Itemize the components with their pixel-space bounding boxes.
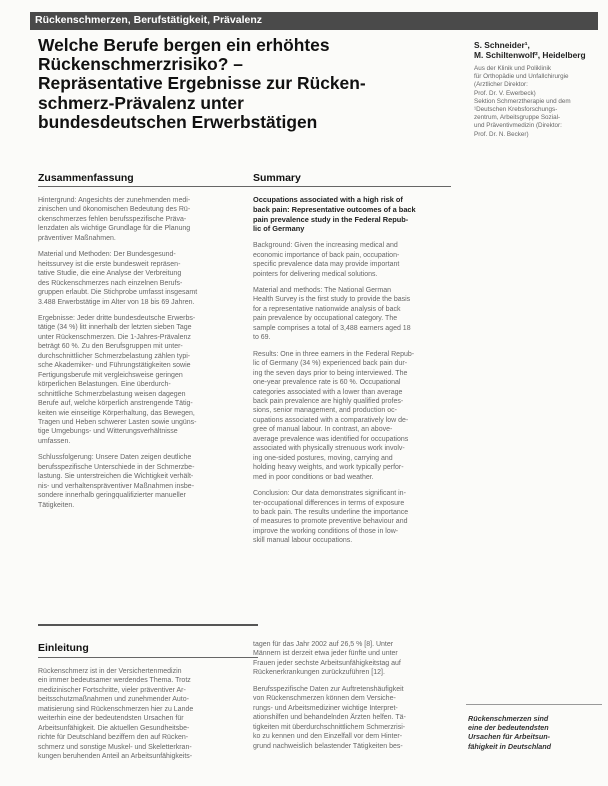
text-line: tätige (34 %) litt innerhalb der letzten sieben Tage [38,324,192,332]
text-line: unter Rückenschmerzen. Die 1-Jahres-Prävalenz [38,333,191,341]
text-line: for a representative nationwide analysis of back [253,305,401,313]
affiliation [474,65,602,139]
text-line: Tätigkeiten. [38,501,75,509]
text-line: ationshilfen und behandelnden Ärzten helfen. Tä- [253,714,406,722]
text-line: ko zu kennen und den Einzelfall vor dem Hinter- [253,733,403,741]
text-line: Berufe auf, welche körperlich anstrengende Tätig- [38,400,193,408]
text-line: pain prevalence by occupational category. The [253,315,398,323]
quote-line: Ursachen für Arbeitsun- [468,732,551,742]
text-line: back pain: Representative outcomes of a back [253,204,416,214]
text-line: Fertigungsberufe mit vergleichsweise geringen [38,371,183,379]
author-line: S. Schneider¹, [474,40,530,50]
text-line: tative Studie, die eine Analyse der Verbreitung [38,270,182,278]
text-line: skill manual labour occupations. [253,537,353,545]
text-line: körperlichen Belastungen. Eine überdurch- [38,381,171,389]
text-line: rungs- und Arbeitsmediziner wichtige Interpret- [253,704,398,712]
text-line: Schlussfolgerung: Unsere Daten zeigen deutliche [38,454,192,462]
text-line: categories associated with a lower than average [253,388,403,396]
text-line: des Rückenschmerzes nach einzelnen Berufs- [38,279,183,287]
text-line: Rückenerkrankungen zurückzuführen [12]. [253,669,385,677]
einleitung-heading: Einleitung [38,642,89,654]
text-line: Conclusion: Our data demonstrates significant in- [253,490,406,498]
quote-line: fähigkeit in Deutschland [468,741,552,751]
text-line: med in poor conditions or bad weather. [253,473,374,481]
text-line: schnittliche Schmerzbelastung weisen dagegen [38,390,186,398]
text-line: matisierung sind Rückenschmerzen hier zu Lande [38,705,194,713]
paragraph [253,350,465,482]
text-line: Material and methods: The National German [253,287,391,294]
text-line: medizinischer Fortschritte, vieler präventiver Ar- [38,686,186,694]
quote-line: eine der bedeutendsten [468,723,549,733]
text-line: Rückenschmerz ist in der Versichertenmedizin [38,668,182,675]
title-line: Welche Berufe bergen ein erhöhtes [38,35,330,55]
text-line: keiten wie einseitige Körperhaltung, das Bewegen, [38,409,195,417]
title-line: schmerz-Prävalenz unter [38,92,244,113]
affiliation-line: Sektion Schmerztherapie und dem [474,97,571,105]
affiliation-line: für Orthopädie und Unfallchirurgie [474,73,569,81]
affiliation-line: und Präventivmedizin (Direktor: [474,122,562,130]
affiliation-line: (Ärztlicher Direktor: [474,81,528,89]
text-line: Arbeitsunfähigkeit. Die aktuellen Gesundheitsbe- [38,724,190,732]
article-title [38,36,448,132]
title-line: Rückenschmerzrisiko? – [38,54,243,75]
text-line: tige Umgebungs- und Witterungsverhältnisse [38,428,178,436]
text-line: Results: One in three earners in the Federal Repub- [253,350,415,358]
title-line: bundesdeutschen Erwerbstätigen [38,111,318,132]
affiliation-line: Prof. Dr. N. Becker) [474,130,529,138]
zusammenfassung-heading: Zusammenfassung [38,172,134,184]
paragraph [38,314,262,446]
text-line: ckenschmerzes fehlen berufsspezifische Präva- [38,215,187,223]
paragraph [253,685,465,751]
text-line: ein immer bedeutsamer werdendes Thema. Trotz [38,677,191,685]
text-line: sche Akademiker- und Führungstätigkeiten sowie [38,362,191,370]
text-line: Hintergrund: Angesichts der zunehmenden medi- [38,197,191,204]
text-line: kungen beruhenden Anteil an Arbeitsunfähigkeits- [38,753,193,761]
title-line: Repräsentative Ergebnisse zur Rücken- [38,73,366,94]
affiliation-line: zentrum, Arbeitsgruppe Sozial- [474,114,561,122]
einleitung-body [38,667,262,769]
text-line: Ergebnisse: Jeder dritte bundesdeutsche Erwerbs- [38,314,196,322]
section-banner [30,12,598,30]
divider [38,624,258,626]
text-line: lic of Germany (34 %) experienced back pain dur- [253,360,408,368]
english-title [253,195,465,234]
text-line: Frauen jeder sechste Arbeitsunfähigkeitstag auf [253,659,401,667]
text-line: Berufsspezifische Daten zur Auftretenshäufigkeit [253,685,404,693]
text-line: Health Survey is the first study to provide the basis [253,296,411,304]
text-line: heitssurvey ist die erste bundesweit repräsen- [38,260,181,268]
text-line: average prevalence was identified for occupations [253,435,409,443]
text-line: ing the seven days prior to being interviewed. The [253,369,408,377]
text-line: Tragen und Heben schwerer Lasten sowie ungüns- [38,418,197,426]
affiliation-line: ¹Deutschen Krebsforschungs- [474,106,558,114]
text-line: richte für Deutschland beziffern den auf Rücken- [38,734,189,742]
text-line: of measures to promote preventive behaviour and [253,518,408,526]
text-line: sions, senior management, and production oc- [253,407,397,415]
paragraph [253,241,465,279]
text-line: back pain prevalence are highly qualified profes- [253,397,404,405]
text-line: weiterhin eine der bedeutendsten Ursachen für [38,715,184,723]
text-line: beitsschutzmaßnahmen und zunehmender Auto- [38,696,189,704]
text-line: cupations associated with a comparatively low de- [253,416,409,424]
text-line: ing one-sided postures, moving, carrying and [253,454,393,462]
text-line: umfassen. [38,437,71,445]
text-line: beträgt 60 %. Zu den Berufsgruppen mit unter- [38,343,183,351]
text-line: von Rückenschmerzen können dem Versiche- [253,695,396,703]
text-line: ter-occupational differences in terms of exposure [253,499,405,507]
text-line: associated with physically strenuous work involv- [253,445,405,453]
text-line: one-year prevalence rate is 60 %. Occupational [253,379,401,387]
margin-quote [468,714,602,751]
authors [474,40,604,60]
sidebar-rule [466,704,602,705]
text-line: lastung. Sie unterstreichen die Wichtigkeit verhält- [38,473,194,481]
text-line: pain prevalence study in the Federal Repub- [253,214,409,224]
text-line: economic importance of back pain, occupation- [253,251,400,259]
paragraph [38,196,262,243]
text-line: Background: Given the increasing medical and [253,242,398,250]
text-line: gree of manual labour. In contrast, an above- [253,426,393,434]
affiliation-line: Prof. Dr. V. Ewerbeck) [474,89,536,97]
text-line: Material und Methoden: Der Bundesgesund- [38,251,176,259]
text-line: lenzdaten als wichtige Grundlage für die Planung [38,225,191,233]
text-line: grund nachweislich belastender Tätigkeiten bes- [253,742,403,750]
text-line: berufsspezifische Unterschiede in der Schmerzbe- [38,463,195,471]
banner-text: Rückenschmerzen, Berufstätigkeit, Prävalenz [35,14,263,26]
text-line: präventiver Maßnahmen. [38,234,116,242]
text-line: specific prevalence data may provide important [253,261,400,269]
paragraph [253,286,465,343]
text-line: nis- und verhaltenspräventiver Maßnahmen insbe- [38,482,195,490]
text-line: sondere innerhalb geringqualifizierter manueller [38,492,186,500]
einleitung-continued [253,640,465,758]
paragraph [38,453,262,510]
summary-body [253,195,465,553]
divider [38,186,258,187]
text-line: schmerz und sonstige Muskel- und Skeletterkran- [38,743,192,751]
divider [253,186,451,187]
text-line: pointers for delivering medical solutions. [253,270,378,278]
text-line: gruppen erlaubt. Die Stichprobe umfasst insgesamt [38,289,198,297]
paragraph [253,640,465,678]
text-line: sample comprises a total of 3,488 earners aged 18 [253,324,411,332]
text-line: durchschnittlicher Schmerzbelastung zählen typi- [38,352,191,360]
paragraph [38,250,262,307]
divider [38,657,258,658]
paragraph [253,489,465,546]
affiliation-line: Aus der Klinik und Poliklinik [474,65,551,72]
text-line: to 69. [253,334,271,342]
text-line: Occupations associated with a high risk of [253,195,403,204]
text-line: improve the working conditions of those in low- [253,527,399,535]
text-line: lic of Germany [253,224,305,234]
paragraph [38,667,262,762]
zusammenfassung-body [38,196,262,517]
text-line: 3.488 Erwerbstätige im Alter von 18 bis 69 Jahren. [38,298,195,306]
text-line: to back pain. The results underline the importance [253,508,409,516]
text-line: tagen für das Jahr 2002 auf 26,5 % [8]. Unter [253,641,394,648]
author-line: M. Schiltenwolf², Heidelberg [474,50,586,60]
text-line: Männern ist derzeit etwa jeder fünfte und unter [253,650,398,658]
text-line: tigkeiten mit überdurchschnittlichem Schmerzrisi- [253,723,406,731]
summary-heading: Summary [253,172,301,184]
quote-line: Rückenschmerzen sind [468,714,549,723]
text-line: zinischen und ökonomischen Bedeutung des Rü- [38,206,191,214]
text-line: holding heavy weights, and work typically perfor- [253,464,404,472]
